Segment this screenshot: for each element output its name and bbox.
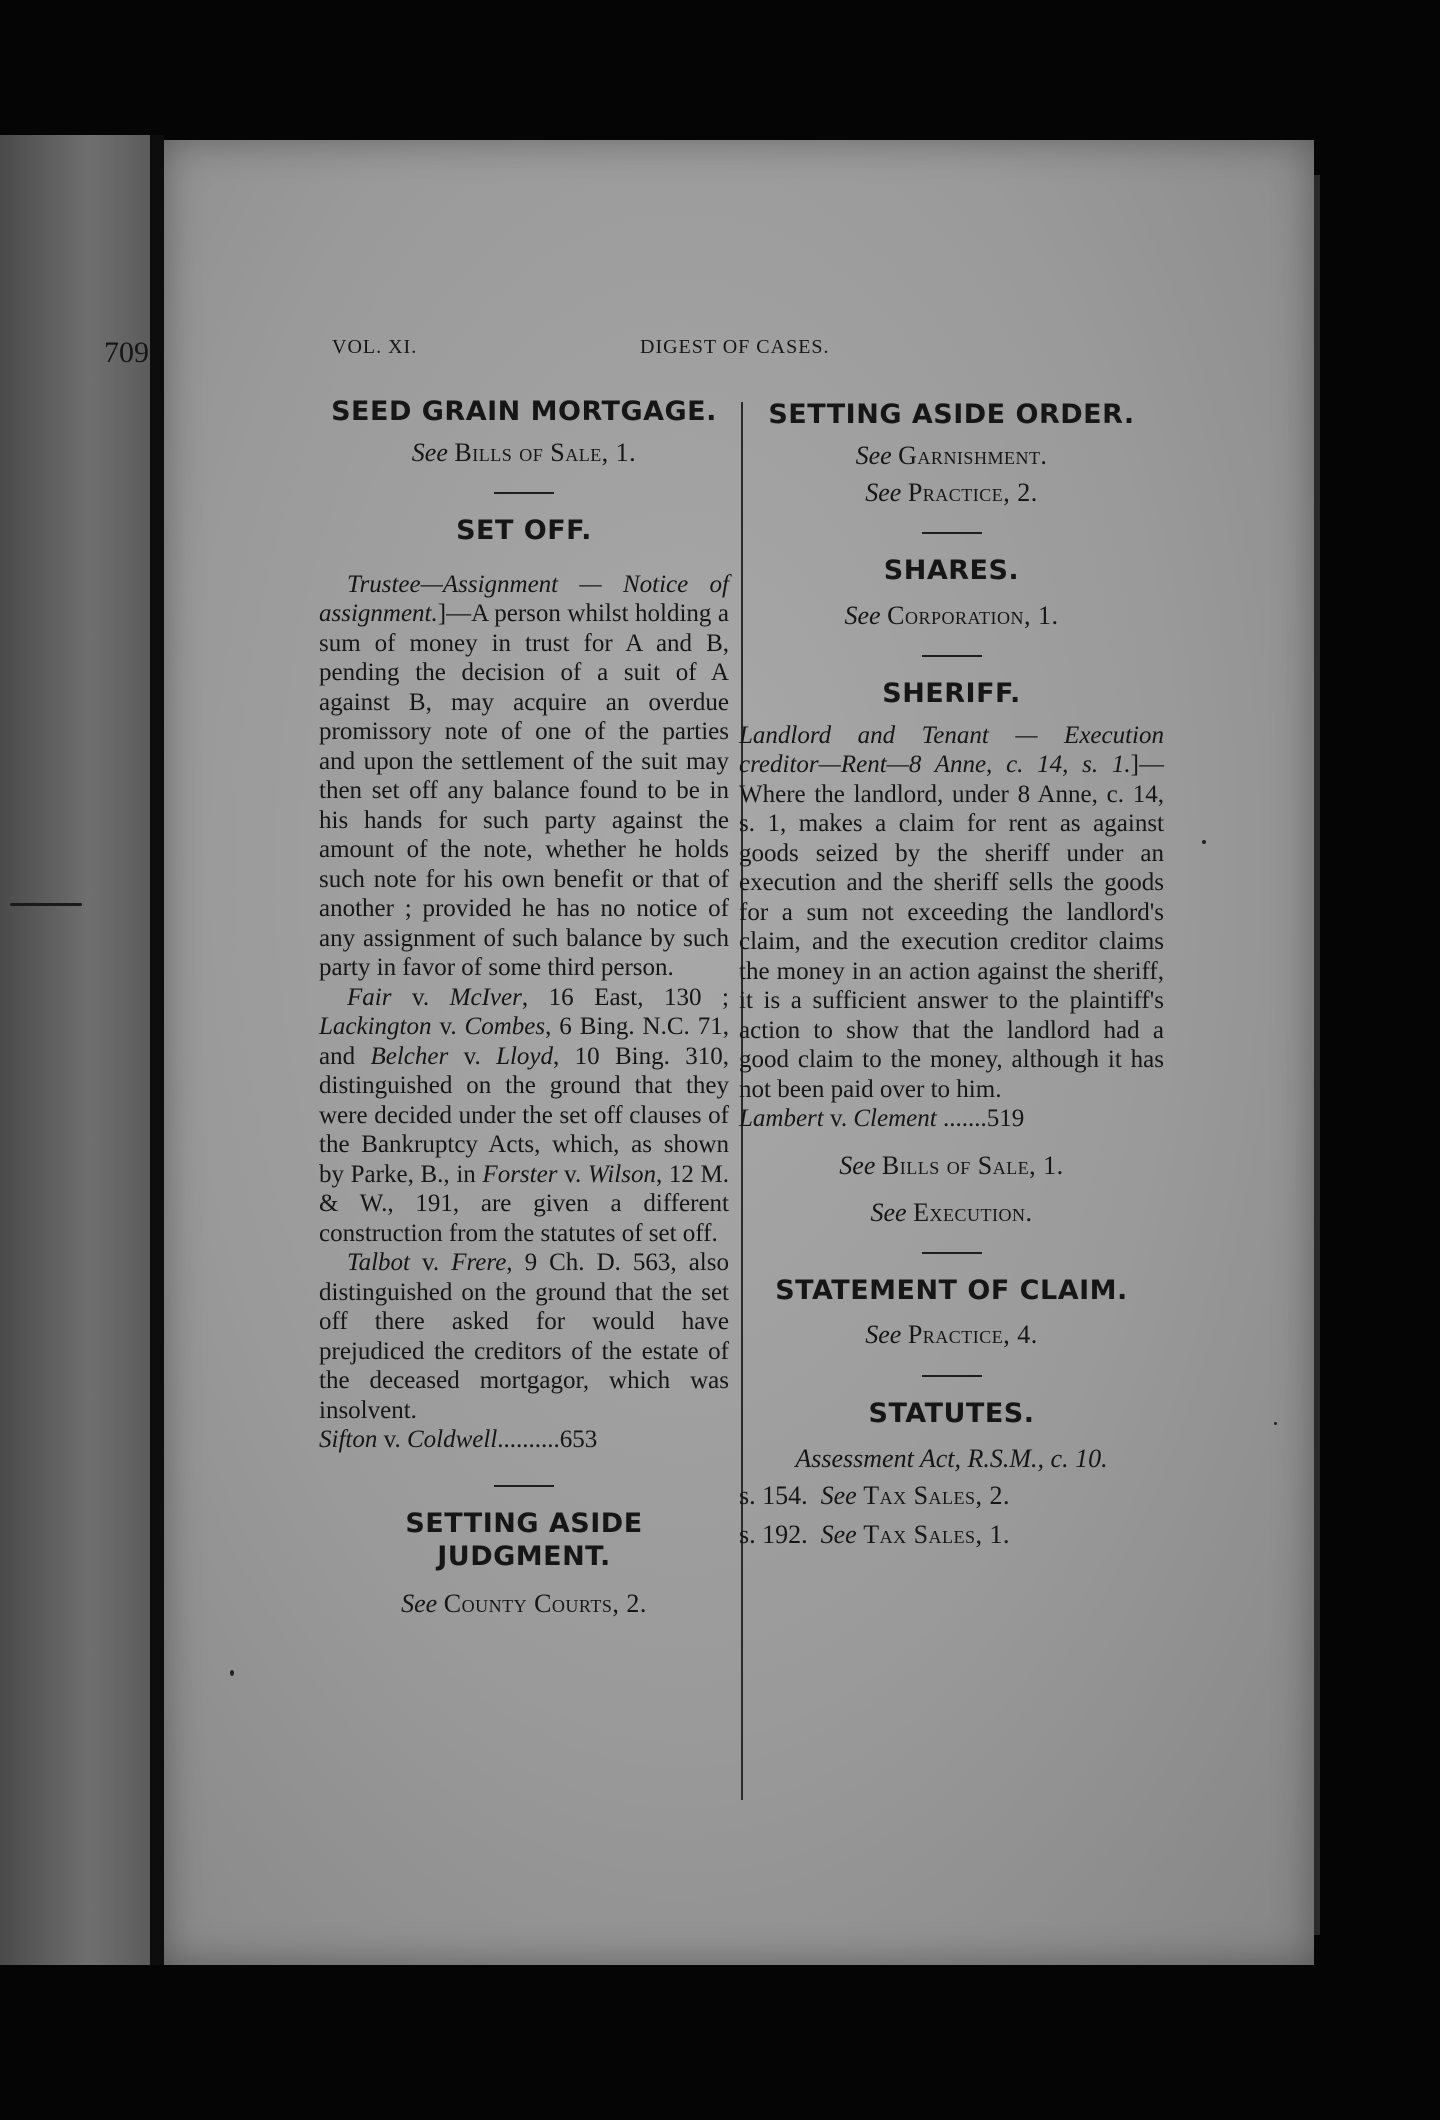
section-rule xyxy=(922,655,982,657)
see-reference xyxy=(319,435,729,470)
versus: v. xyxy=(377,1426,407,1454)
see-reference xyxy=(739,1148,1164,1183)
citation-text: , 10 Bing. 310, distinguished on the ground that they were decided under the set off clauses of the Bankruptcy Acts, which, as shown by Parke, B., in xyxy=(319,1042,729,1188)
paragraph-body: ]—A person whilst holding a sum of money in trust for A and B, pending the decision of a suit of A against B, may acquire an overdue promissory note of one of the parties and upon the settlement of the suit may then set off any balance found to be in his hands for such party against the amount of the note, whether he holds such note for his own benefit or that of another ; provided he has no notice of any assignment of such balance by such party in favor of some third person. xyxy=(319,600,729,982)
section-rule xyxy=(922,1375,982,1377)
see-reference xyxy=(739,598,1164,633)
set-off-paragraph xyxy=(319,570,729,983)
book-page xyxy=(104,140,1314,1965)
see-reference xyxy=(739,1195,1164,1230)
ink-speck xyxy=(1274,1422,1277,1425)
section-rule xyxy=(494,492,554,494)
page-number: 709 xyxy=(104,336,149,369)
case-name: Fair xyxy=(347,983,392,1011)
ink-speck xyxy=(1202,840,1206,844)
reference-link: Tax Sales, 2. xyxy=(863,1481,1011,1511)
versus: v. xyxy=(823,1105,854,1133)
case-citation-line xyxy=(739,1104,1164,1134)
reference-link: Execution. xyxy=(913,1197,1033,1227)
reference-link: Bills of Sale, 1. xyxy=(881,1150,1064,1180)
see-word: See xyxy=(401,1589,438,1619)
see-word: See xyxy=(844,600,881,630)
ink-speck xyxy=(230,1670,234,1676)
citation-paragraph xyxy=(319,983,729,1249)
citation-text: , 12 M. & W., 191, are given a different construction from the statutes of set off. xyxy=(319,1160,729,1247)
case-name: Coldwell xyxy=(406,1426,498,1454)
citation-text: , 6 Bing. N.C. 71, and xyxy=(319,1013,729,1070)
section-rule xyxy=(922,1252,982,1254)
section-number: s. 192. xyxy=(739,1520,808,1550)
topic-keywords: Landlord and Tenant — Execution creditor—Rent—8 Anne, c. 14, s. 1. xyxy=(739,721,1164,779)
see-reference xyxy=(319,1586,729,1621)
reference-link: Bills of Sale, 1. xyxy=(454,437,637,467)
versus: v. xyxy=(410,1249,452,1277)
see-word: See xyxy=(820,1520,857,1550)
heading-statement-of-claim: STATEMENT OF CLAIM. xyxy=(775,1274,1128,1306)
case-name: Lambert xyxy=(739,1105,824,1133)
page-edge-shadow xyxy=(1314,175,1320,1935)
running-head-volume: VOL. XI. xyxy=(332,336,418,358)
heading-setting-aside-judgment: SETTING ASIDE JUDGMENT. xyxy=(405,1507,643,1573)
see-word: See xyxy=(855,440,892,470)
see-reference xyxy=(739,438,1164,473)
see-word: See xyxy=(865,1320,902,1350)
see-reference xyxy=(739,475,1164,510)
case-name: Lloyd xyxy=(496,1042,554,1070)
running-head-title: DIGEST OF CASES. xyxy=(640,336,830,358)
book-gutter xyxy=(150,135,164,1965)
statute-row xyxy=(739,1476,1164,1515)
case-name: Frere xyxy=(451,1249,507,1277)
statute-subheading: Assessment Act, R.S.M., c. 10. xyxy=(795,1444,1108,1474)
citation-text: , 9 Ch. D. 563, also distinguished on the ground that the set off there asked for would have prejudiced the creditors of the estate of the deceased mortgagor, which was insolvent. xyxy=(319,1249,729,1424)
paragraph-body: ]—Where the landlord, under 8 Anne, c. 14, s. 1, makes a claim for rent as against goods seized by the sheriff under an execution and the sheriff sells the goods for a sum not exceeding the landlord's claim, and the execution creditor claims the money in an action against the sheriff, it is a sufficient answer to the plaintiff's action to show that the landlord had a good claim to the money, although it has not been paid over to him. xyxy=(739,751,1164,1103)
topic-keywords: Trustee—Assignment — Notice of assignment. xyxy=(319,570,729,628)
case-name: Sifton xyxy=(319,1426,378,1454)
statute-row xyxy=(739,1515,1164,1554)
leader-dots: .......... xyxy=(497,1426,560,1454)
page-reference: 653 xyxy=(559,1426,598,1454)
versus: v. xyxy=(448,1042,497,1070)
versus: v. xyxy=(391,983,450,1011)
case-name: McIver xyxy=(449,983,522,1011)
case-name: Clement xyxy=(853,1105,937,1133)
reference-link: County Courts, 2. xyxy=(443,1589,647,1619)
heading-shares: SHARES. xyxy=(883,554,1020,586)
margin-mark xyxy=(10,903,82,906)
heading-seed-grain-mortgage: SEED GRAIN MORTGAGE. xyxy=(331,396,717,427)
citation-text: , 16 East, 130 ; xyxy=(521,983,729,1011)
see-word: See xyxy=(870,1197,907,1227)
case-name: Forster xyxy=(482,1160,558,1188)
reference-link: Practice, 4. xyxy=(907,1320,1038,1350)
case-name: Lackington xyxy=(319,1013,432,1041)
reference-link: Practice, 2. xyxy=(907,477,1038,507)
see-reference xyxy=(739,1317,1164,1352)
case-name: Talbot xyxy=(347,1249,411,1277)
see-word: See xyxy=(820,1481,857,1511)
case-name: Combes xyxy=(464,1013,546,1041)
heading-statutes: STATUTES. xyxy=(868,1397,1035,1429)
heading-set-off: SET OFF. xyxy=(456,514,592,546)
section-rule xyxy=(494,1485,554,1487)
reference-link: Tax Sales, 1. xyxy=(863,1520,1011,1550)
case-citation-line xyxy=(319,1425,729,1455)
case-name: Belcher xyxy=(370,1042,449,1070)
citation-paragraph xyxy=(319,1248,729,1425)
page-reference: 519 xyxy=(986,1105,1025,1133)
reference-link: Garnishment. xyxy=(898,440,1048,470)
see-word: See xyxy=(411,437,448,467)
left-column xyxy=(319,395,729,1621)
section-rule xyxy=(922,532,982,534)
section-number: s. 154. xyxy=(739,1481,808,1511)
right-column xyxy=(739,398,1164,1554)
heading-setting-aside-order: SETTING ASIDE ORDER. xyxy=(768,399,1135,430)
versus: v. xyxy=(431,1013,465,1041)
versus: v. xyxy=(557,1160,588,1188)
reference-link: Corporation, 1. xyxy=(887,600,1059,630)
heading-sheriff: SHERIFF. xyxy=(882,677,1021,709)
leader-dots: ....... xyxy=(936,1105,987,1133)
facing-page-edge xyxy=(0,135,150,1965)
sheriff-paragraph xyxy=(739,721,1164,1105)
see-word: See xyxy=(865,477,902,507)
case-name: Wilson xyxy=(587,1160,656,1188)
see-word: See xyxy=(839,1150,876,1180)
